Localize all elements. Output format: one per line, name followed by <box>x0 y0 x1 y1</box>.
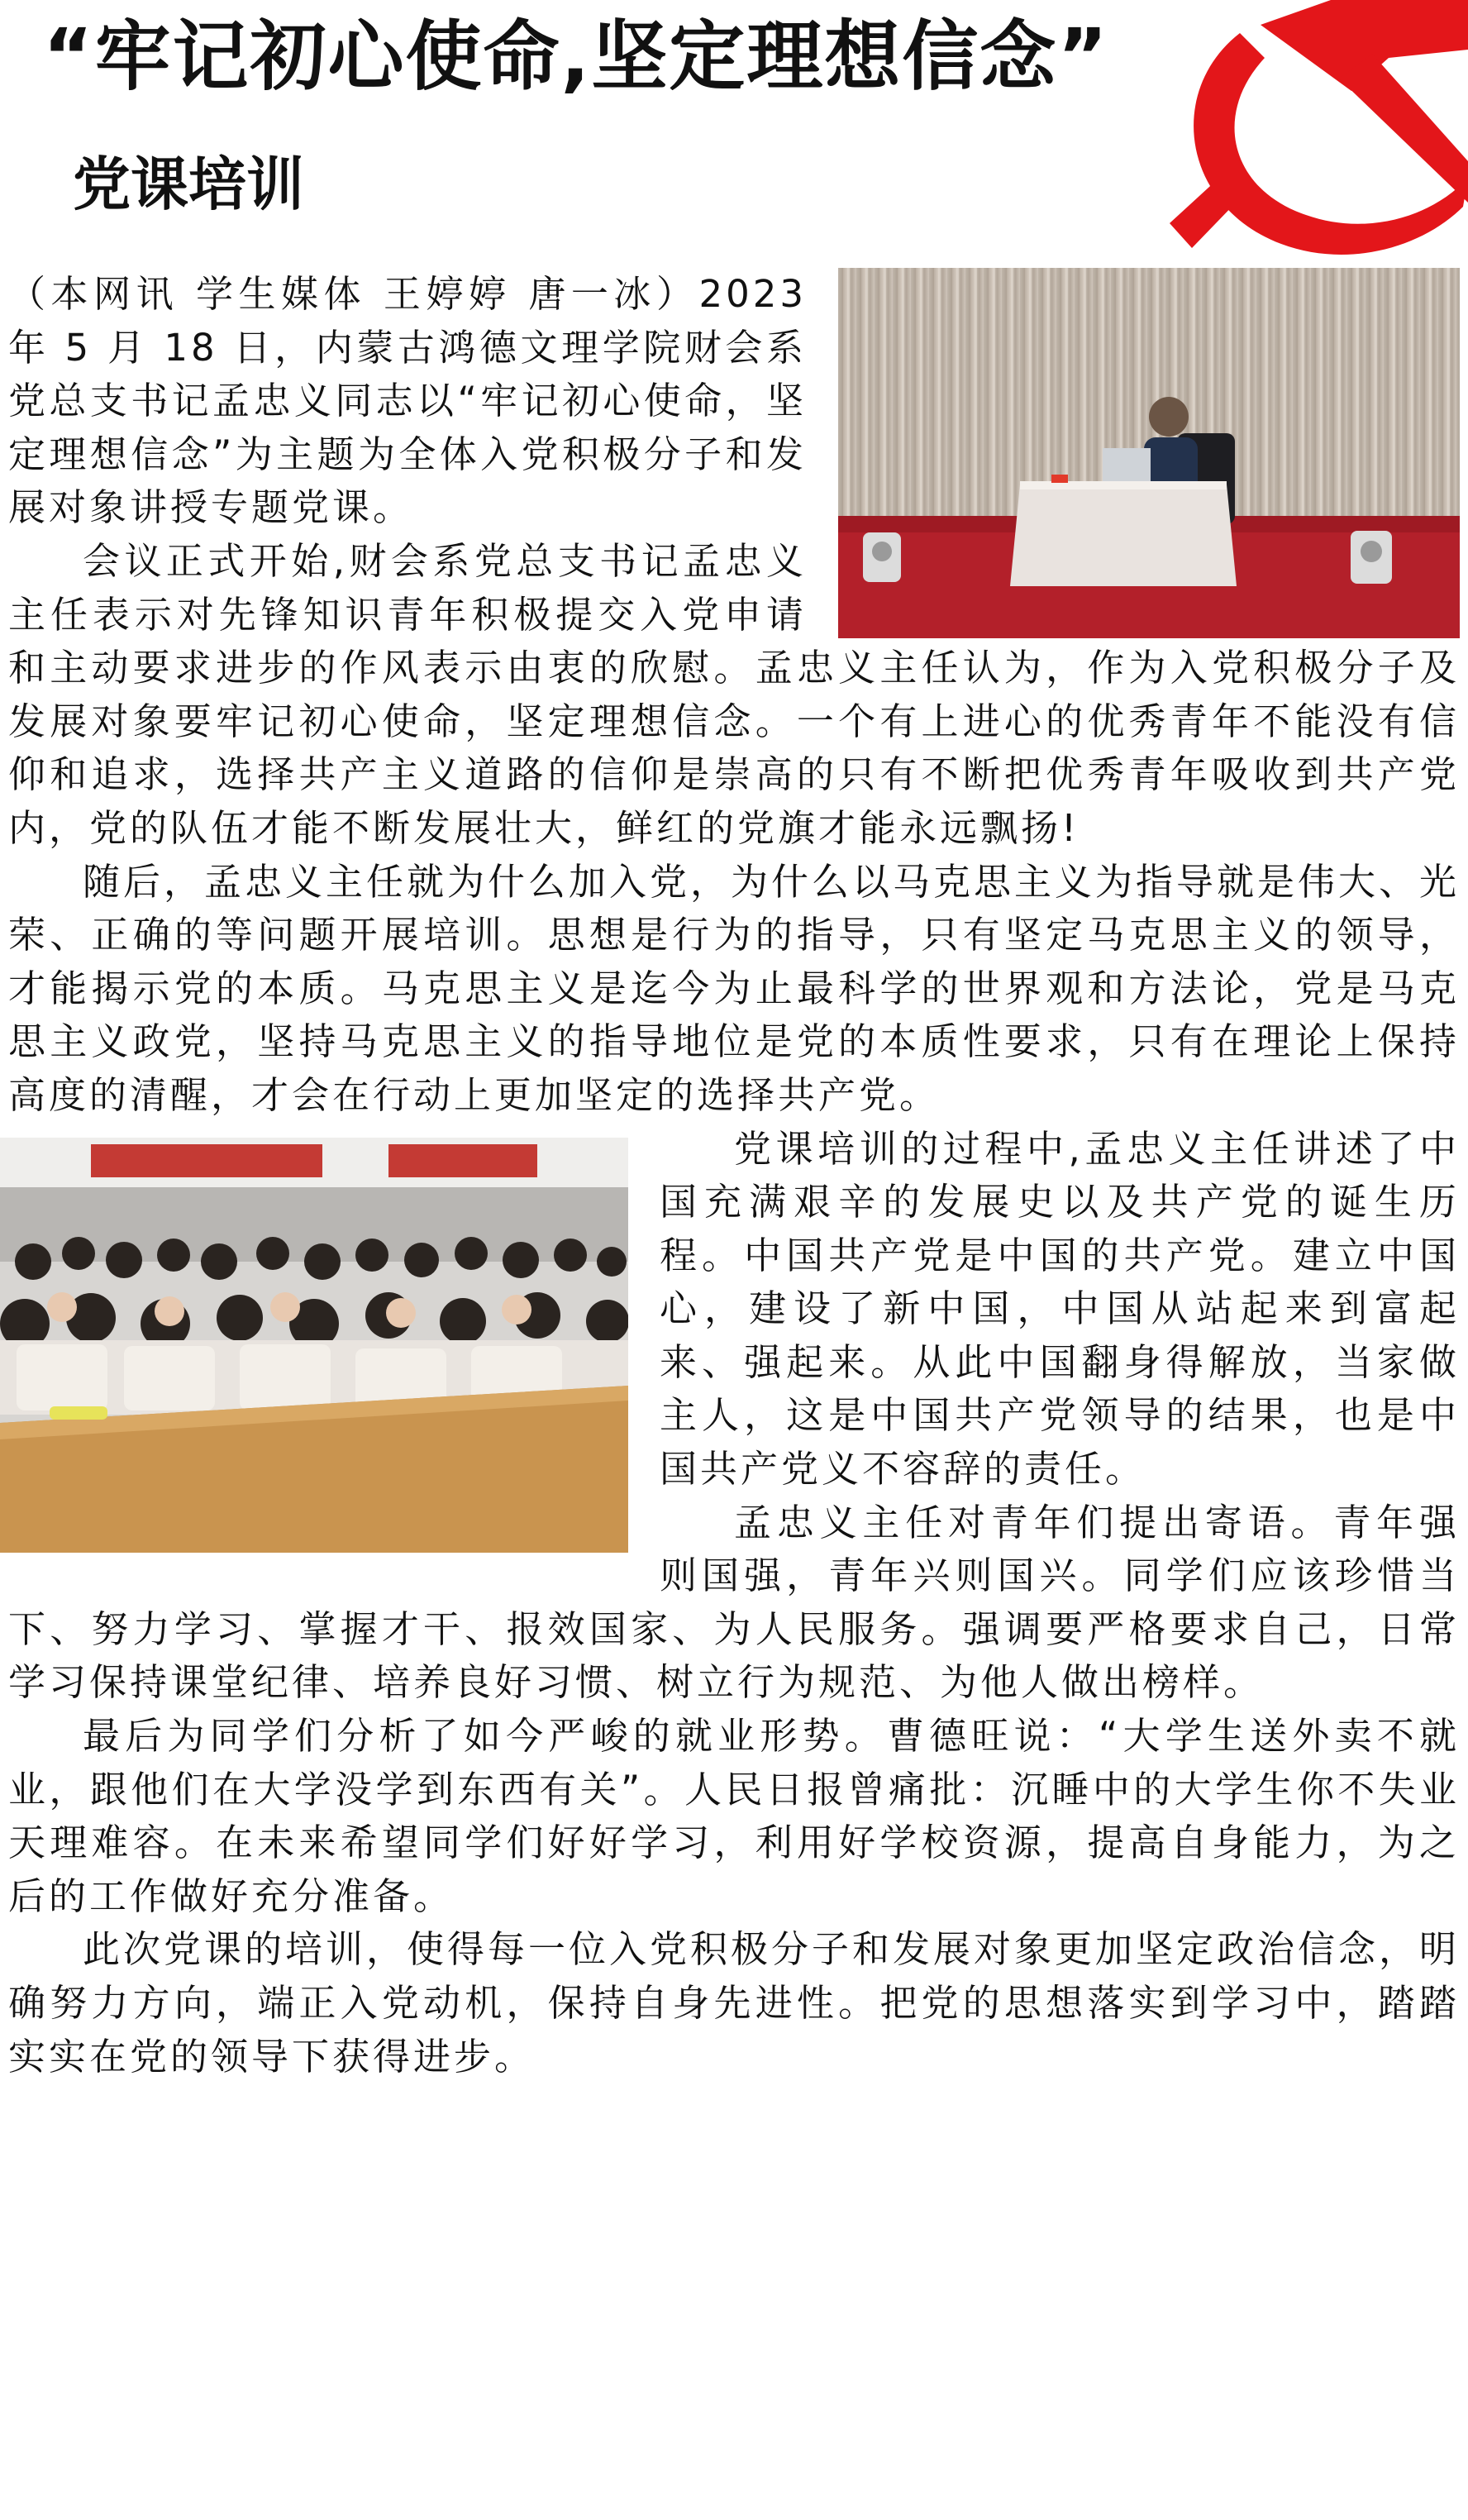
paragraph-5: 孟忠义主任对青年们提出寄语。青年强则国强，青年兴则国兴。同学们应该珍惜当下、努力学习、掌握才干、报效国家、为人民服务。强调要严格要求自己，日常学习保持课堂纪律、培养良好习惯、树立行为规范、为他人做出榜样。 <box>8 1500 1460 1705</box>
paragraph-7: 此次党课的培训，使得每一位入党积极分子和发展对象更加坚定政治信念，明确努力方向，端正入党动机，保持自身先进性。把党的思想落实到学习中，踏踏实实在党的领导下获得进步。 <box>8 1927 1461 2079</box>
paragraph-3: 随后，孟忠义主任就为什么加入党，为什么以马克思主义为指导就是伟大、光荣、正确的等问题开展培训。思想是行为的指导，只有坚定马克思主义的领导，才能揭示党的本质。马克思主义是迄今为止最科学的世界观和方法论，党是马克思主义政党，坚持马克思主义的指导地位是党的本质性要求，只有在理论上保持高度的清醒，才会在行动上更加坚定的选择共产党。 <box>8 859 1461 1117</box>
article-subtitle: 党课培训 <box>73 150 304 218</box>
paragraph-4: 党课培训的过程中,孟忠义主任讲述了中国充满艰辛的发展史以及共产党的诞生历程。中国共产党是中国的共产党。建立中国心，建设了新中国，中国从站起来到富起来、强起来。从此中国翻身得解放，当家做主人，这是中国共产党领导的结果，也是中国共产党义不容辞的责任。 <box>660 1126 1460 1491</box>
paragraph-1: （本网讯 学生媒体 王婷婷 唐一冰）2023 年 5 月 18 日，内蒙古鸿德文理学院财会系党总支书记孟忠义同志以“牢记初心使命，坚定理想信念”为主题为全体入党积极分子和发展对象讲授专题党课。 <box>8 272 807 530</box>
paragraph-2: 会议正式开始,财会系党总支书记孟忠义主任表示对先锋知识青年积极提交入党申请和主动要求进步的作风表示由衷的欣慰。孟忠义主任认为，作为入党积极分子及发展对象要牢记初心使命，坚定理想信念。一个有上进心的优秀青年不能没有信仰和追求，选择共产主义道路的信仰是崇高的只有不断把优秀青年吸收到共产党内，党的队伍才能不断发展壮大，鲜红的党旗才能永远飘扬! <box>8 538 1460 850</box>
article-body <box>8 268 1460 2520</box>
audience-photo <box>0 1138 628 1553</box>
hammer-sickle-emblem-icon <box>1141 0 1468 273</box>
article-title: “牢记初心使命,坚定理想信念” <box>43 12 1109 101</box>
lecture-stage-photo <box>838 268 1460 638</box>
paragraph-6: 最后为同学们分析了如今严峻的就业形势。曹德旺说：“大学生送外卖不就业，跟他们在大学没学到东西有关”。人民日报曾痛批：沉睡中的大学生你不失业天理难容。在未来希望同学们好好学习，利用好学校资源，提高自身能力，为之后的工作做好充分准备。 <box>8 1714 1460 1918</box>
